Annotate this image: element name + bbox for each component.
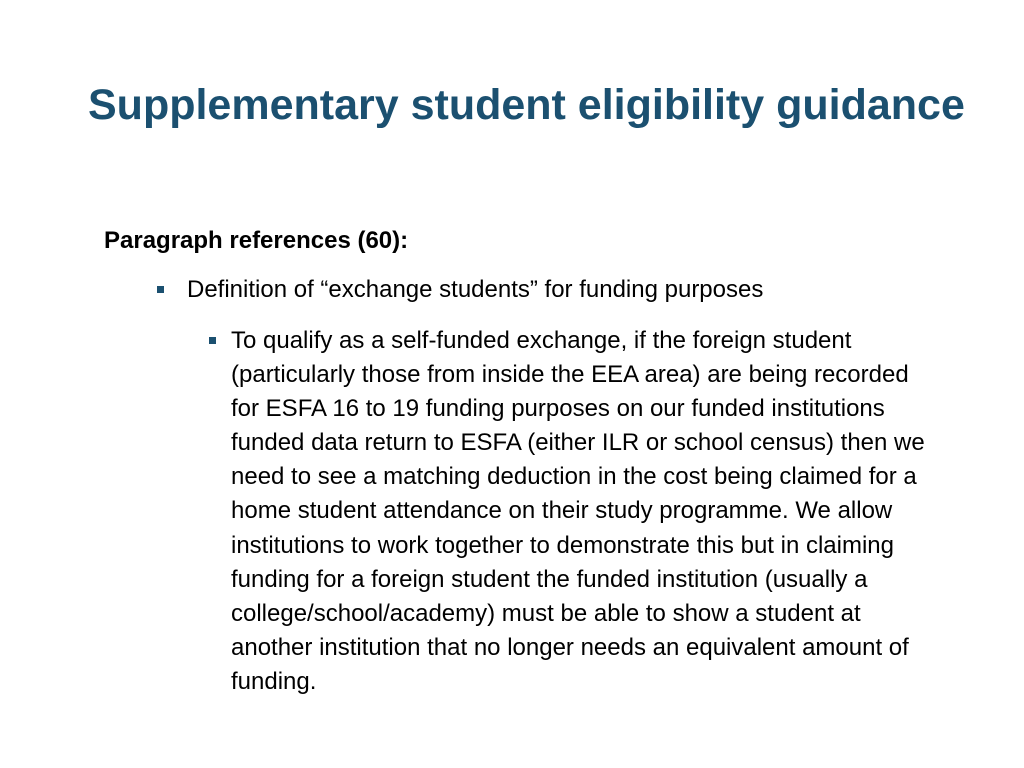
bullet-text-level-1: Definition of “exchange students” for funding purposes [187, 276, 764, 303]
square-bullet-icon [209, 337, 216, 344]
bullet-text-level-2: To qualify as a self-funded exchange, if the foreign student (particularly those from inside the EEA area) are being recorded for ESFA 16 to 19 funding purposes on our funded institutions funded data return to ESFA (either ILR or school census) then we need to see a matching deduction in the cost being claimed for a home student attendance on their study programme. We allow institutions to work together to demonstrate this but in claiming funding for a foreign student the funded institution (usually a college/school/academy) must be able to show a student at another institution that no longer needs an equivalent amount of funding. [231, 327, 925, 695]
section-heading: Paragraph references (60): [104, 227, 409, 254]
slide-title: Supplementary student eligibility guidance [88, 81, 965, 129]
bullet-item-level-1 [187, 274, 947, 306]
bullet-item-level-2 [231, 324, 931, 699]
square-bullet-icon [157, 286, 164, 293]
